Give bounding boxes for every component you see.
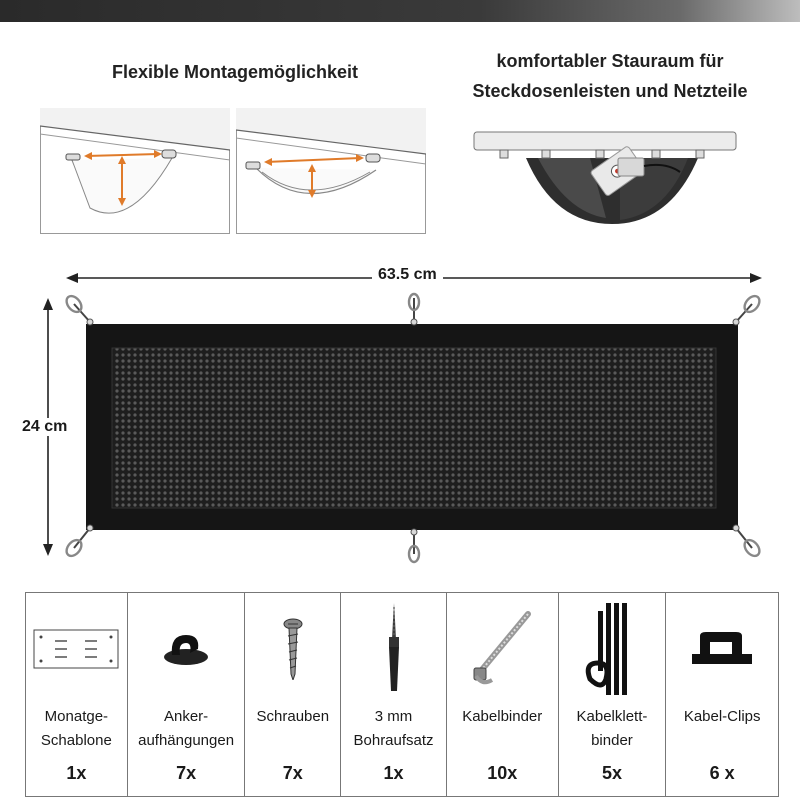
part-label: Kabelklett- binder: [576, 708, 648, 749]
part-quantity: 6 x: [709, 763, 735, 783]
anchor-hook-icon: [128, 599, 245, 699]
parts-cell: [26, 593, 128, 796]
width-label: 63.5 cm: [372, 266, 443, 284]
part-label: Anker- aufhängungen: [138, 708, 235, 749]
height-label: 24 cm: [16, 418, 73, 436]
parts-table: [25, 592, 779, 797]
part-quantity: 1x: [66, 763, 87, 783]
part-quantity: 7x: [282, 763, 303, 783]
parts-cell: [341, 593, 447, 796]
mounting-heading: Flexible Montagemöglichkeit: [111, 62, 359, 82]
parts-cell: [559, 593, 667, 796]
mounting-illustration-wide: [40, 108, 230, 234]
part-quantity: 5x: [601, 763, 622, 783]
part-quantity: 10x: [487, 763, 518, 783]
part-quantity: 1x: [383, 763, 404, 783]
parts-cell: [245, 593, 341, 796]
drill-bit-icon: [341, 599, 446, 699]
mounting-illustration-narrow: [236, 108, 426, 234]
part-label: Kabelbinder: [462, 708, 543, 725]
cable-tie-icon: [447, 599, 558, 699]
cable-net-product: [60, 292, 770, 572]
part-label: Schrauben: [256, 708, 330, 725]
cable-clip-icon: [666, 599, 778, 699]
part-label: Kabel-Clips: [683, 708, 761, 725]
storage-illustration: [470, 128, 740, 228]
parts-cell: [666, 593, 778, 796]
part-label: Monatge- Schablone: [40, 708, 112, 749]
storage-heading: komfortabler Stauraum für Steckdosenleisten und Netzteile: [472, 51, 748, 101]
part-label: 3 mm Bohraufsatz: [353, 708, 434, 749]
parts-cell: [128, 593, 246, 796]
velcro-strap-icon: [559, 599, 666, 699]
parts-cell: [447, 593, 559, 796]
template-icon: [26, 599, 127, 699]
top-banner-bar: [0, 0, 800, 22]
part-quantity: 7x: [176, 763, 197, 783]
screw-icon: [245, 599, 340, 699]
